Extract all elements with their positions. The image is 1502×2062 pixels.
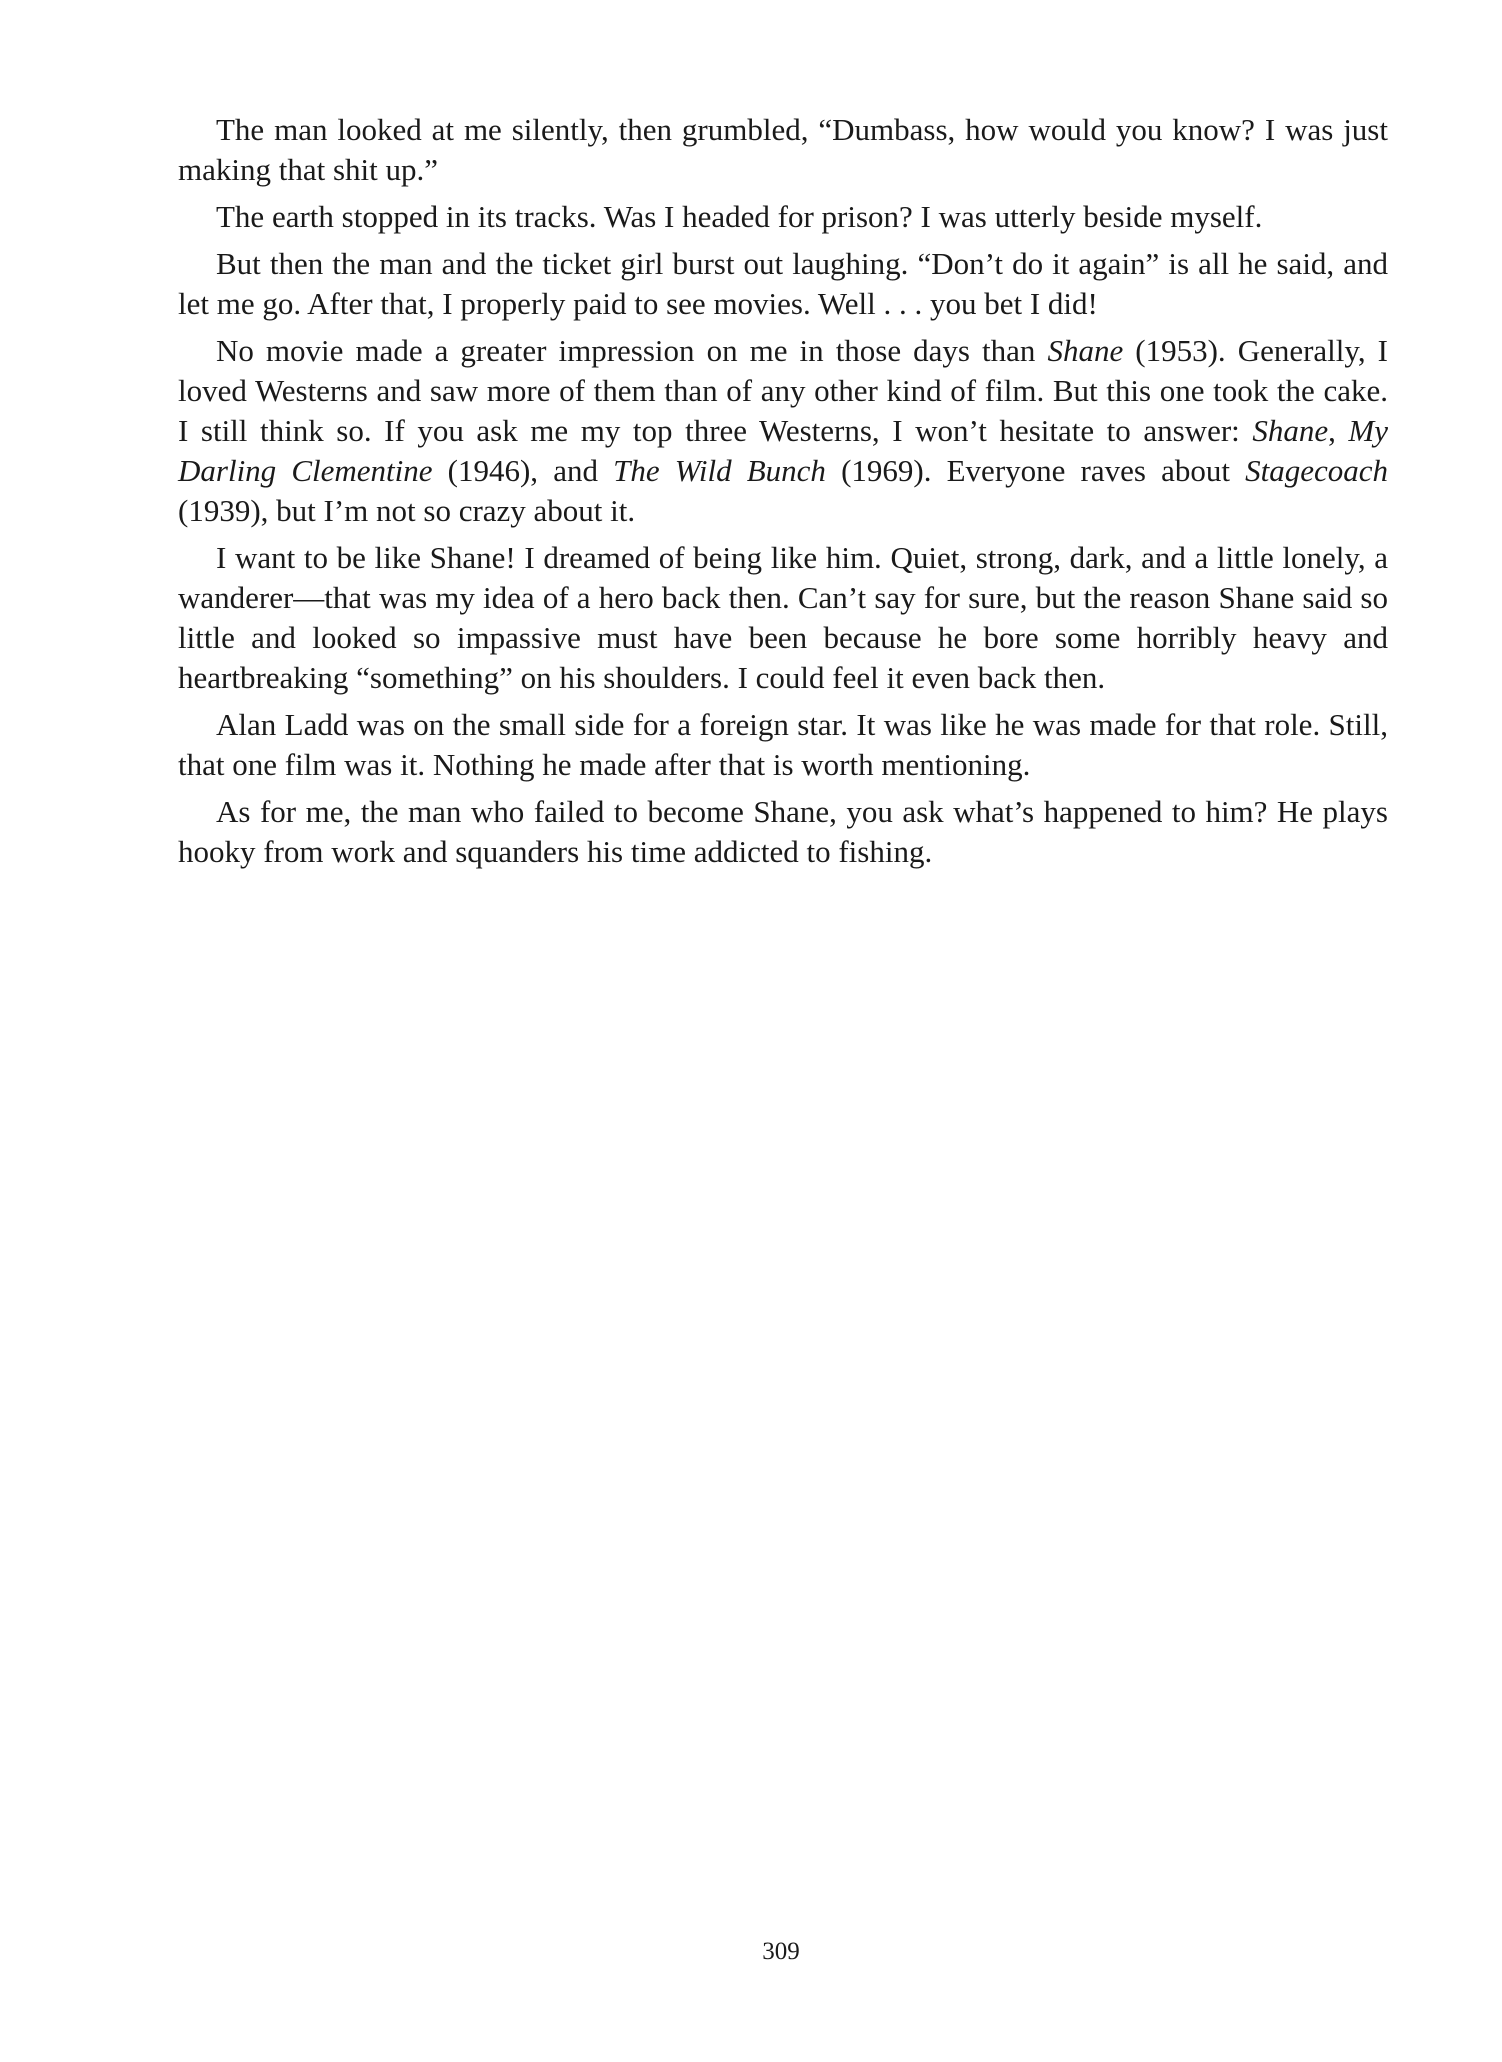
text-run: As for me, the man who failed to become Shane, you ask what’s happened to him? He plays hooky from work and squanders his time addicted to fishing. <box>178 794 1388 869</box>
film-title: Shane <box>1252 413 1329 448</box>
film-title: My Darling Clementine <box>178 413 1389 488</box>
text-run: The earth stopped in its tracks. Was I headed for prison? I was utterly beside myself. <box>216 199 1263 234</box>
text-run: (1969). Everyone raves about <box>825 453 1246 488</box>
page-number: 309 <box>762 1938 800 1965</box>
text-run: Alan Ladd was on the small side for a foreign star. It was like he was made for that role. Still, that one film was it. Nothing he made after that is worth mentioning. <box>178 707 1388 782</box>
text-run: (1953). Generally, I loved Westerns and saw more of them than of any other kind of film. But this one took the cake. I still think so. If you ask me my top three Westerns, I won’t hesitate to answer: <box>178 333 1389 448</box>
body-text <box>178 110 1388 879</box>
film-title: Shane <box>1047 333 1124 368</box>
paragraph <box>178 197 1388 237</box>
text-run: , <box>1328 413 1349 448</box>
text-run: I want to be like Shane! I dreamed of being like him. Quiet, strong, dark, and a little lonely, a wanderer—that was my idea of a hero back then. Can’t say for sure, but the reason Shane said so little and looked so impassive must have been because he bore some horribly heavy and heartbreaking “something” on his shoulders. I could feel it even back then. <box>178 540 1388 695</box>
paragraph <box>178 792 1388 872</box>
text-run: (1946), and <box>432 453 614 488</box>
paragraph <box>178 705 1388 785</box>
paragraph <box>178 110 1388 190</box>
paragraph <box>178 244 1388 324</box>
paragraph <box>178 538 1388 698</box>
text-run: But then the man and the ticket girl burst out laughing. “Don’t do it again” is all he said, and let me go. After that, I properly paid to see movies. Well . . . you bet I did! <box>178 246 1388 321</box>
film-title: The Wild Bunch <box>613 453 826 488</box>
film-title: Stagecoach <box>1245 453 1389 488</box>
text-run: The man looked at me silently, then grumbled, “Dumbass, how would you know? I was just making that shit up.” <box>178 112 1388 187</box>
text-run: (1939), but I’m not so crazy about it. <box>178 493 636 528</box>
text-run: No movie made a greater impression on me in those days than <box>216 333 1048 368</box>
paragraph <box>178 331 1388 531</box>
